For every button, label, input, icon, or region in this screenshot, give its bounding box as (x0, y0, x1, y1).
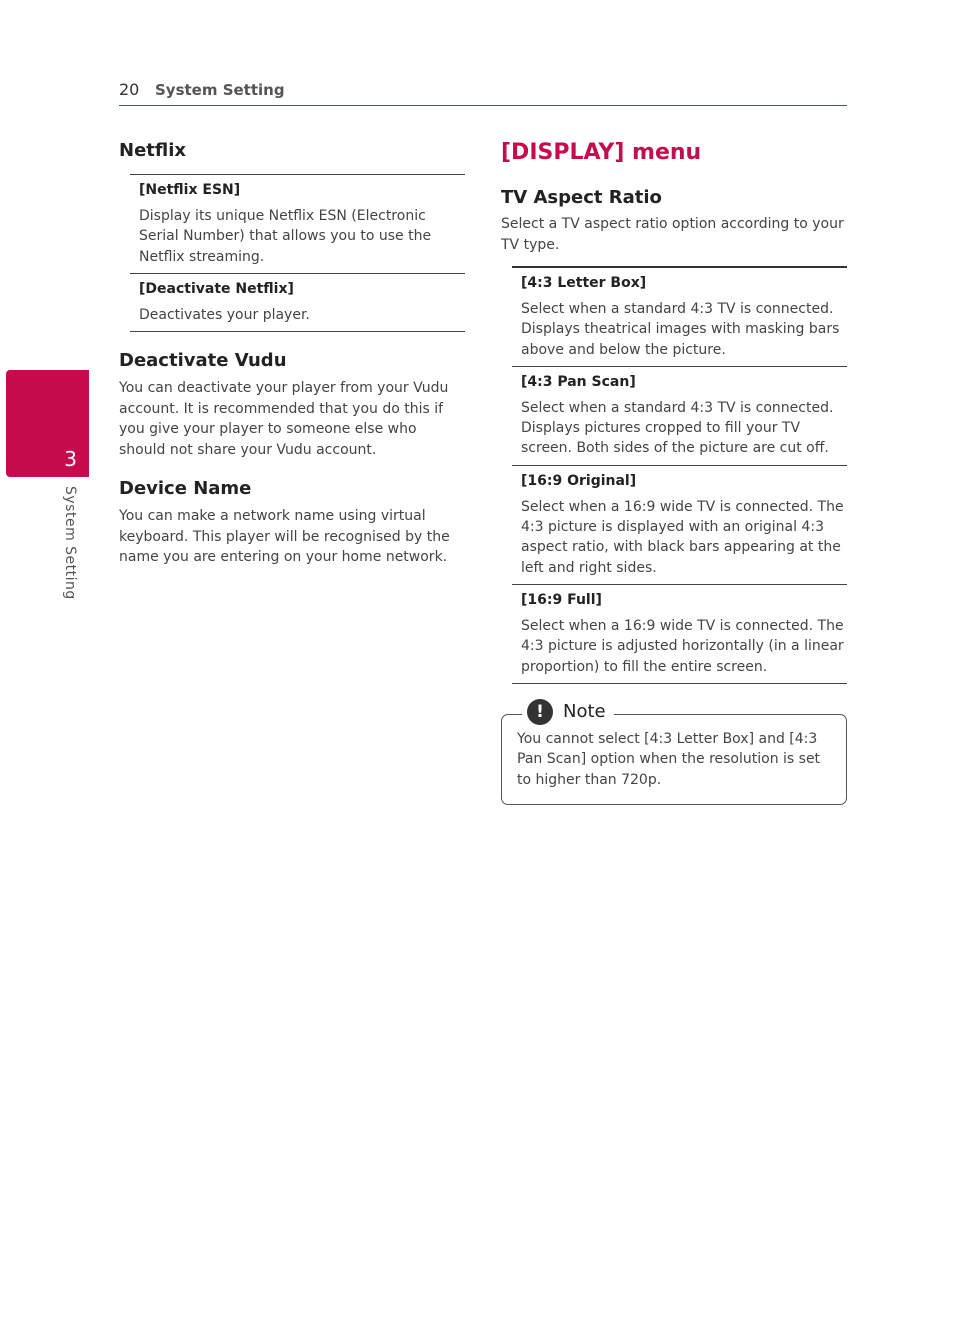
table-row (130, 175, 465, 274)
note-title: Note (563, 701, 606, 723)
option-term: [4:3 Letter Box] (521, 275, 647, 291)
option-term: [Netflix ESN] (139, 182, 241, 198)
left-column (119, 138, 465, 568)
option-term: [Deactivate Netflix] (139, 280, 294, 297)
chapter-number: 3 (64, 447, 77, 471)
table-row (512, 367, 847, 466)
right-column (501, 138, 847, 805)
table-row (512, 585, 847, 684)
deactivate-vudu-text: You can deactivate your player from your Vudu account. It is recommended that you do this if you give your player to someone else who should not share your Vudu account. (119, 380, 449, 458)
chapter-tab-label: System Setting (62, 486, 78, 600)
option-description: Select when a standard 4:3 TV is connected. Displays pictures cropped to fill your TV screen. Both sides of the picture are cut off. (521, 399, 834, 457)
exclamation-icon: ! (527, 699, 553, 725)
deactivate-vudu-heading: Deactivate Vudu (119, 350, 287, 372)
table-row (512, 268, 847, 367)
option-description: Select when a 16:9 wide TV is connected. The 4:3 picture is displayed with an original 4:3 aspect ratio, with black bars appearing at the left and right sides. (521, 498, 844, 576)
table-row (512, 466, 847, 585)
option-description: Deactivates your player. (139, 306, 310, 323)
option-term: [16:9 Original] (521, 472, 637, 489)
option-description: Display its unique Netflix ESN (Electronic Serial Number) that allows you to use the Netflix streaming. (139, 208, 432, 265)
tv-aspect-ratio-intro: Select a TV aspect ratio option according to your TV type. (501, 216, 844, 253)
device-name-heading: Device Name (119, 478, 252, 500)
display-menu-title: [DISPLAY] menu (501, 140, 702, 165)
page-header (119, 80, 847, 106)
page-number: 20 (119, 80, 140, 99)
aspect-ratio-options-table (512, 266, 847, 684)
option-description: Select when a 16:9 wide TV is connected. The 4:3 picture is adjusted horizontally (in a linear proportion) to fill the entire screen. (521, 617, 844, 675)
tv-aspect-ratio-heading: TV Aspect Ratio (501, 187, 662, 208)
option-term: [16:9 Full] (521, 591, 602, 608)
option-term: [4:3 Pan Scan] (521, 373, 636, 390)
chapter-tab (6, 370, 89, 477)
note-text: You cannot select [4:3 Letter Box] and [4:3 Pan Scan] option when the resolution is set to higher than 720p. (517, 730, 821, 788)
netflix-options-table (130, 174, 465, 332)
note-box (501, 701, 847, 806)
option-description: Select when a standard 4:3 TV is connected. Displays theatrical images with masking bars above and below the picture. (521, 301, 840, 358)
device-name-text: You can make a network name using virtual keyboard. This player will be recognised by the name you are entering on your home network. (119, 508, 450, 566)
running-section-title: System Setting (155, 81, 285, 99)
netflix-heading: Netflix (119, 140, 186, 161)
table-row (130, 274, 465, 332)
note-header (522, 699, 614, 725)
